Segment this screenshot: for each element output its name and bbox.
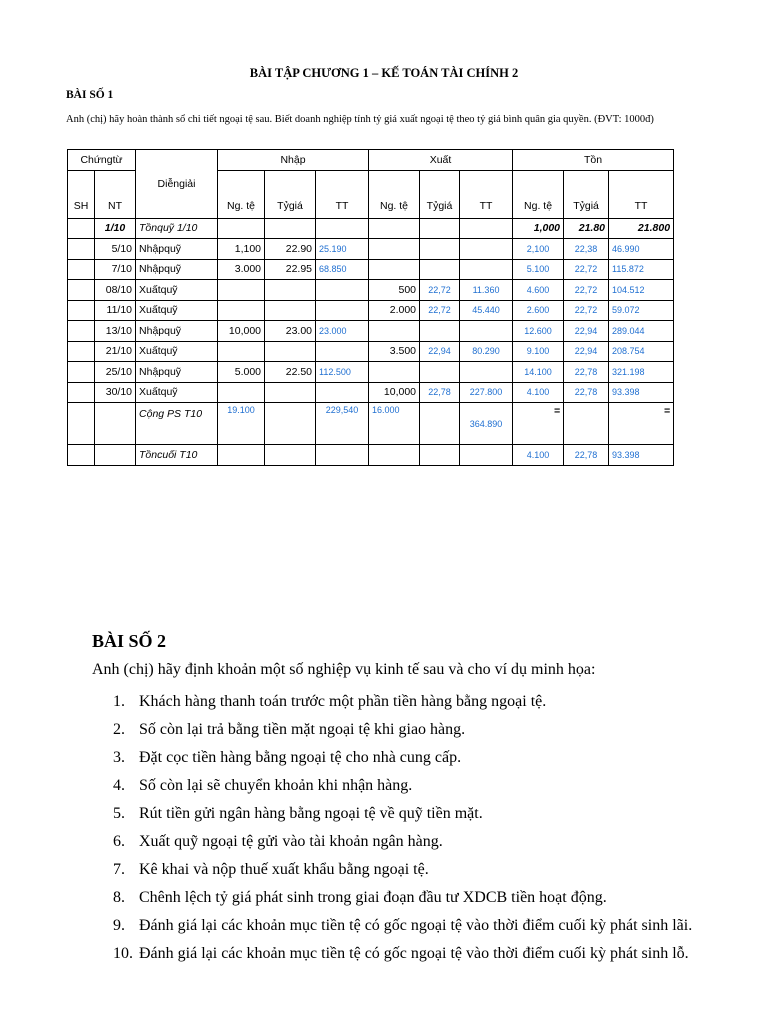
task-item <box>113 828 693 856</box>
cell-desc: Nhậpquỹ <box>136 362 218 383</box>
cell-out-fx: 10,000 <box>369 382 420 403</box>
cell-bal-tt: 21.800 <box>609 218 674 239</box>
cell-bal-fx: 14.100 <box>513 362 564 383</box>
cell-bal-tt: 93.398 <box>609 445 674 466</box>
cell-sh <box>68 280 95 301</box>
empty-cell <box>95 403 136 445</box>
task-item <box>113 744 693 772</box>
cell-out-fx: 500 <box>369 280 420 301</box>
cell-nt: 7/10 <box>95 259 136 280</box>
empty-cell <box>265 445 316 466</box>
header-in-rate: Tỷgiá <box>265 170 316 218</box>
cell-in-tt: 112.500 <box>316 362 369 383</box>
empty-cell <box>68 403 95 445</box>
cell-nt: 21/10 <box>95 341 136 362</box>
cell-nt: 1/10 <box>95 218 136 239</box>
cell-bal-fx: 4.100 <box>513 445 564 466</box>
task-item <box>113 940 693 968</box>
task-number: 1. <box>113 693 125 710</box>
cell-in-tt: 229,540 <box>316 403 369 445</box>
table-row <box>68 300 674 321</box>
task-number: 6. <box>113 833 125 850</box>
cell-in-rate: 22.95 <box>265 259 316 280</box>
cell-bal-tt: 289.044 <box>609 321 674 342</box>
cell-out-tt: 80.290 <box>460 341 513 362</box>
table-row <box>68 382 674 403</box>
foreign-currency-ledger-table <box>67 149 674 466</box>
cell-out-rate: 22,78 <box>420 382 460 403</box>
exercise-1-heading: BÀI SỐ 1 <box>66 89 114 101</box>
cell-bal-tt: 104.512 <box>609 280 674 301</box>
cell-bal-fx: 5.100 <box>513 259 564 280</box>
empty-cell <box>316 445 369 466</box>
cell-out-rate <box>420 321 460 342</box>
cell-in-rate: 22.90 <box>265 239 316 260</box>
task-number: 4. <box>113 777 125 794</box>
empty-cell <box>564 403 609 445</box>
header-row-groups <box>68 150 674 171</box>
cell-bal-tt: 321.198 <box>609 362 674 383</box>
cell-out-rate: 22,72 <box>420 280 460 301</box>
empty-cell <box>218 445 265 466</box>
cell-in-tt <box>316 341 369 362</box>
cell-sh <box>68 239 95 260</box>
cell-bal-rate: 22,72 <box>564 280 609 301</box>
cell-in-fx: 19.100 <box>218 403 265 445</box>
table-row <box>68 239 674 260</box>
cell-desc: Tồnquỹ 1/10 <box>136 218 218 239</box>
task-text: Đánh giá lại các khoản mục tiền tệ có gốc ngoại tệ vào thời điểm cuối kỳ phát sinh lãi. <box>139 917 693 934</box>
cell-desc: Xuấtquỹ <box>136 341 218 362</box>
table-row <box>68 341 674 362</box>
cell-in-rate: 22.50 <box>265 362 316 383</box>
task-number: 3. <box>113 749 125 766</box>
cell-desc: Nhậpquỹ <box>136 321 218 342</box>
task-text: Chênh lệch tỷ giá phát sinh trong giai đoạn đầu tư XDCB tiền hoạt động. <box>139 889 607 906</box>
header-voucher: Chứngtừ <box>68 150 136 171</box>
header-balance: Tồn <box>513 150 674 171</box>
cell-sh <box>68 341 95 362</box>
cell-desc: Nhậpquỹ <box>136 239 218 260</box>
cell-desc: Xuấtquỹ <box>136 300 218 321</box>
header-out-rate: Tỷgiá <box>420 170 460 218</box>
task-number: 8. <box>113 889 125 906</box>
document-title: BÀI TẬP CHƯƠNG 1 – KẾ TOÁN TÀI CHÍNH 2 <box>249 66 519 80</box>
table-row <box>68 280 674 301</box>
cell-bal-fx: 2,100 <box>513 239 564 260</box>
empty-cell <box>265 403 316 445</box>
cell-in-tt <box>316 218 369 239</box>
cell-bal-fx: 1,000 <box>513 218 564 239</box>
cell-bal-fx: 9.100 <box>513 341 564 362</box>
cell-bal-tt: 93.398 <box>609 382 674 403</box>
task-text: Rút tiền gửi ngân hàng bằng ngoại tệ về quỹ tiền mặt. <box>139 805 483 822</box>
cell-sh <box>68 300 95 321</box>
table-row <box>68 321 674 342</box>
cell-bal-tt: 115.872 <box>609 259 674 280</box>
task-number: 5. <box>113 805 125 822</box>
task-text: Khách hàng thanh toán trước một phần tiền hàng bằng ngoại tệ. <box>139 693 547 710</box>
cell-in-tt: 23.000 <box>316 321 369 342</box>
cell-desc: Nhậpquỹ <box>136 259 218 280</box>
cell-sh <box>68 382 95 403</box>
cell-bal-fx: 4.100 <box>513 382 564 403</box>
cell-bal-fx: 12.600 <box>513 321 564 342</box>
cell-desc: Xuấtquỹ <box>136 280 218 301</box>
cell-nt: 08/10 <box>95 280 136 301</box>
cell-out-fx <box>369 362 420 383</box>
exercise-2-intro: Anh (chị) hãy định khoản một số nghiệp vụ kinh tế sau và cho ví dụ minh họa: <box>92 661 596 678</box>
cell-desc: Cộng PS T10 <box>136 403 218 445</box>
cell-in-tt <box>316 300 369 321</box>
header-sh: SH <box>68 170 95 218</box>
cell-bal-tt: 208.754 <box>609 341 674 362</box>
table-row <box>68 218 674 239</box>
cell-desc: Xuấtquỹ <box>136 382 218 403</box>
cell-bal-rate: 22,72 <box>564 259 609 280</box>
header-nt: NT <box>95 170 136 218</box>
cell-desc: Tồncuối T10 <box>136 445 218 466</box>
cell-bal-tt: = <box>609 403 674 445</box>
table-row-total <box>68 403 674 445</box>
task-item <box>113 884 693 912</box>
task-text: Xuất quỹ ngoại tệ gửi vào tài khoản ngân hàng. <box>139 833 443 850</box>
task-item <box>113 688 693 716</box>
cell-out-rate <box>420 362 460 383</box>
cell-out-tt <box>460 259 513 280</box>
task-text: Số còn lại sẽ chuyển khoản khi nhận hàng. <box>139 777 413 794</box>
empty-cell <box>420 445 460 466</box>
task-item <box>113 856 693 884</box>
cell-in-rate <box>265 382 316 403</box>
table-row <box>68 259 674 280</box>
task-item <box>113 800 693 828</box>
header-out-fx: Ng. tệ <box>369 170 420 218</box>
task-text: Đặt cọc tiền hàng bằng ngoại tệ cho nhà cung cấp. <box>139 749 462 766</box>
cell-bal-tt: 46.990 <box>609 239 674 260</box>
cell-bal-rate: 22,94 <box>564 321 609 342</box>
cell-sh <box>68 218 95 239</box>
cell-out-rate <box>420 239 460 260</box>
cell-bal-rate: 22,94 <box>564 341 609 362</box>
cell-in-fx <box>218 300 265 321</box>
task-text: Đánh giá lại các khoản mục tiền tệ có gốc ngoại tệ vào thời điểm cuối kỳ phát sinh lỗ. <box>139 945 689 962</box>
cell-nt: 5/10 <box>95 239 136 260</box>
task-item <box>113 716 693 744</box>
cell-in-tt: 68.850 <box>316 259 369 280</box>
cell-out-tt: 45.440 <box>460 300 513 321</box>
cell-in-fx: 5.000 <box>218 362 265 383</box>
cell-out-tt: 227.800 <box>460 382 513 403</box>
cell-sh <box>68 321 95 342</box>
cell-out-tt <box>460 239 513 260</box>
cell-out-fx <box>369 259 420 280</box>
cell-bal-fx: 2.600 <box>513 300 564 321</box>
cell-out-tt: 364.890 <box>460 403 513 445</box>
cell-in-rate <box>265 218 316 239</box>
cell-nt: 13/10 <box>95 321 136 342</box>
cell-in-tt <box>316 280 369 301</box>
cell-out-tt <box>460 218 513 239</box>
cell-bal-rate: 22,78 <box>564 362 609 383</box>
cell-in-rate <box>265 341 316 362</box>
exercise-1-intro: Anh (chị) hãy hoàn thành sổ chi tiết ngoại tệ sau. Biết doanh nghiệp tính tỷ giá xuất ngoại tệ theo tỷ giá bình quân gia quyền. (ĐVT: 1000đ) <box>66 114 654 125</box>
cell-in-fx: 1,100 <box>218 239 265 260</box>
cell-out-rate <box>420 259 460 280</box>
cell-in-tt <box>316 382 369 403</box>
task-number: 2. <box>113 721 125 738</box>
header-bal-fx: Ng. tệ <box>513 170 564 218</box>
task-number: 9. <box>113 917 125 934</box>
cell-in-fx <box>218 382 265 403</box>
cell-nt: 11/10 <box>95 300 136 321</box>
task-text: Số còn lại trả bằng tiền mặt ngoại tệ khi giao hàng. <box>139 721 466 738</box>
exercise-2-task-list <box>113 688 693 968</box>
header-in: Nhập <box>218 150 369 171</box>
empty-cell <box>95 445 136 466</box>
cell-in-fx: 3.000 <box>218 259 265 280</box>
cell-out-rate: 22,94 <box>420 341 460 362</box>
cell-in-fx: 10,000 <box>218 321 265 342</box>
cell-out-fx <box>369 239 420 260</box>
cell-out-fx <box>369 218 420 239</box>
cell-in-rate <box>265 280 316 301</box>
cell-bal-fx: 4.600 <box>513 280 564 301</box>
cell-out-rate <box>420 218 460 239</box>
cell-in-tt: 25.190 <box>316 239 369 260</box>
cell-bal-rate: 22,78 <box>564 382 609 403</box>
task-item <box>113 912 693 940</box>
cell-bal-fx: = <box>513 403 564 445</box>
header-bal-tt: TT <box>609 170 674 218</box>
cell-bal-rate: 22,78 <box>564 445 609 466</box>
cell-out-fx: 2.000 <box>369 300 420 321</box>
cell-sh <box>68 362 95 383</box>
cell-in-rate <box>265 300 316 321</box>
cell-out-fx: 3.500 <box>369 341 420 362</box>
header-in-tt: TT <box>316 170 369 218</box>
empty-cell <box>369 445 420 466</box>
cell-out-rate: 22,72 <box>420 300 460 321</box>
cell-out-tt <box>460 321 513 342</box>
header-in-fx: Ng. tệ <box>218 170 265 218</box>
header-bal-rate: Tỷgiá <box>564 170 609 218</box>
cell-out-fx: 16.000 <box>369 403 420 445</box>
cell-in-fx <box>218 218 265 239</box>
cell-nt: 25/10 <box>95 362 136 383</box>
header-description: Diễngiải <box>136 150 218 219</box>
cell-in-fx <box>218 280 265 301</box>
cell-in-fx <box>218 341 265 362</box>
cell-in-rate: 23.00 <box>265 321 316 342</box>
task-text: Kê khai và nộp thuế xuất khẩu bằng ngoại tệ. <box>139 861 429 878</box>
cell-bal-rate: 21.80 <box>564 218 609 239</box>
header-out: Xuất <box>369 150 513 171</box>
cell-bal-rate: 22,72 <box>564 300 609 321</box>
header-out-tt: TT <box>460 170 513 218</box>
cell-sh <box>68 259 95 280</box>
cell-out-fx <box>369 321 420 342</box>
cell-nt: 30/10 <box>95 382 136 403</box>
empty-cell <box>420 403 460 445</box>
task-number: 10. <box>113 945 133 962</box>
task-number: 7. <box>113 861 125 878</box>
table-row <box>68 362 674 383</box>
cell-out-tt <box>460 362 513 383</box>
table-row-closing <box>68 445 674 466</box>
cell-bal-rate: 22,38 <box>564 239 609 260</box>
cell-bal-tt: 59.072 <box>609 300 674 321</box>
exercise-2-heading: BÀI SỐ 2 <box>92 631 167 651</box>
task-item <box>113 772 693 800</box>
empty-cell <box>460 445 513 466</box>
empty-cell <box>68 445 95 466</box>
cell-out-tt: 11.360 <box>460 280 513 301</box>
